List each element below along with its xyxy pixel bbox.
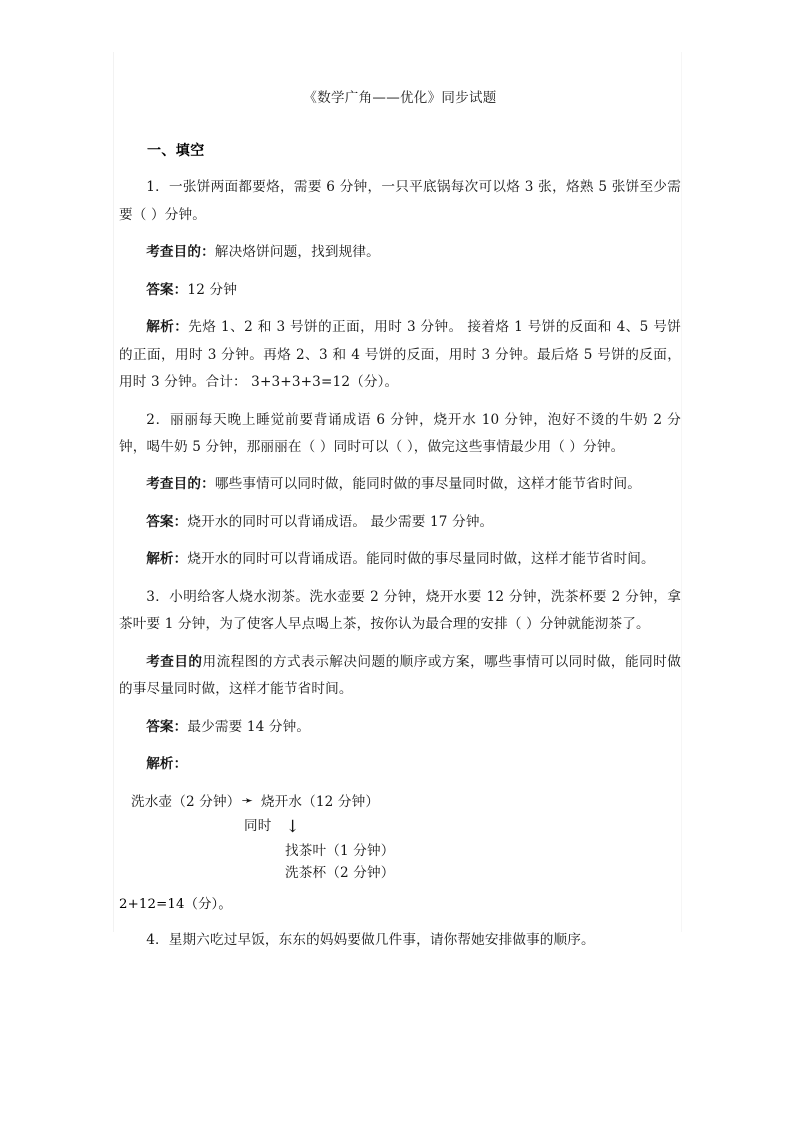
arrow-right-icon: ➛ (241, 792, 254, 809)
question-3-analysis-label: 解析： (146, 756, 188, 773)
document-content (119, 88, 681, 965)
question-3-stem: 3．小明给客人烧水沏茶。洗水壶要 2 分钟，烧开水要 12 分钟，洗茶杯要 2 分钟，拿茶叶要 1 分钟，为了使客人早点喝上茶，按你认为最合理的安排（ ）分钟就能沏茶了。 (119, 588, 681, 633)
flowchart-concurrent-label: 同时 (244, 817, 272, 834)
question-2-answer (119, 509, 681, 536)
question-1-analysis-label: 解析： (146, 319, 189, 336)
document-title: 《数学广角——优化》同步试题 (303, 90, 497, 106)
flowchart-step-boil-water: 烧开水（12 分钟） (260, 793, 380, 810)
flowchart-step-get-tea-leaves: 找茶叶（1 分钟） (285, 843, 395, 860)
flowchart-row-concurrent (119, 815, 681, 841)
question-3-answer-text: 最少需要 14 分钟。 (187, 718, 311, 735)
question-1-analysis-text: 先烙 1、2 和 3 号饼的正面，用时 3 分钟。 接着烙 1 号饼的反面和 4、5 号饼的正面，用时 3 分钟。再烙 2、3 和 4 号饼的反面，用时 3 分钟。最后烙 5 号饼的反面，用时 3 分钟。合计： 3+3+3+3=12（分）。 (119, 319, 681, 391)
question-2-answer-label: 答案： (146, 513, 188, 530)
question-1-purpose-label: 考查目的： (146, 244, 215, 261)
question-3-purpose-label: 考查目的 (146, 653, 203, 670)
page-frame-right-rule (681, 52, 682, 932)
question-2-answer-text: 烧开水的同时可以背诵成语。 最少需要 17 分钟。 (187, 513, 494, 530)
flowchart-row-top (119, 789, 681, 815)
question-2-analysis (119, 546, 681, 573)
flowchart-step-wash-kettle: 洗水壶（2 分钟） (131, 793, 241, 810)
arrow-down-icon: ↓ (285, 816, 300, 837)
page-frame-left-rule (113, 52, 114, 932)
question-3-purpose (119, 649, 681, 704)
question-4-stem: 4．星期六吃过早饭，东东的妈妈要做几件事，请你帮她安排做事的顺序。 (146, 932, 595, 949)
question-1-purpose (119, 239, 681, 266)
question-1-analysis (119, 314, 681, 396)
flowchart-step-wash-cups: 洗茶杯（2 分钟） (285, 865, 395, 882)
question-3-analysis-label-row (119, 751, 681, 778)
question-1-answer (119, 277, 681, 304)
question-2-analysis-label: 解析： (146, 551, 188, 568)
question-2-purpose-label: 考查目的： (146, 476, 215, 493)
question-2-purpose-text: 哪些事情可以同时做，能同时做的事尽量同时做，这样才能节省时间。 (214, 476, 641, 493)
question-3-purpose-text: 用流程图的方式表示解决问题的顺序或方案，哪些事情可以同时做，能同时做的事尽量同时做，这样才能节省时间。 (119, 653, 681, 698)
question-1-answer-label: 答案： (146, 281, 188, 298)
question-3-answer (119, 714, 681, 741)
question-1-answer-text: 12 分钟 (187, 281, 237, 298)
question-1-stem: 1．一张饼两面都要烙，需要 6 分钟，一只平底锅每次可以烙 3 张，烙熟 5 张饼至少需要（ ）分钟。 (119, 179, 681, 223)
question-2-purpose (119, 471, 681, 498)
question-1-purpose-text: 解决烙饼问题，找到规律。 (214, 244, 380, 261)
question-2-analysis-text: 烧开水的同时可以背诵成语。能同时做的事尽量同时做，这样才能节省时间。 (187, 551, 655, 568)
question-3-calculation: 2+12=14（分）。 (119, 897, 232, 913)
question-3-flowchart (119, 789, 681, 885)
question-3-answer-label: 答案： (146, 718, 188, 735)
section-heading-fill-in-blank: 一、填空 (147, 142, 205, 159)
question-2-stem: 2．丽丽每天晚上睡觉前要背诵成语 6 分钟，烧开水 10 分钟，泡好不烫的牛奶 2 分钟，喝牛奶 5 分钟，那丽丽在（ ）同时可以（ ），做完这些事情最少用（ ）分钟。 (119, 411, 681, 456)
